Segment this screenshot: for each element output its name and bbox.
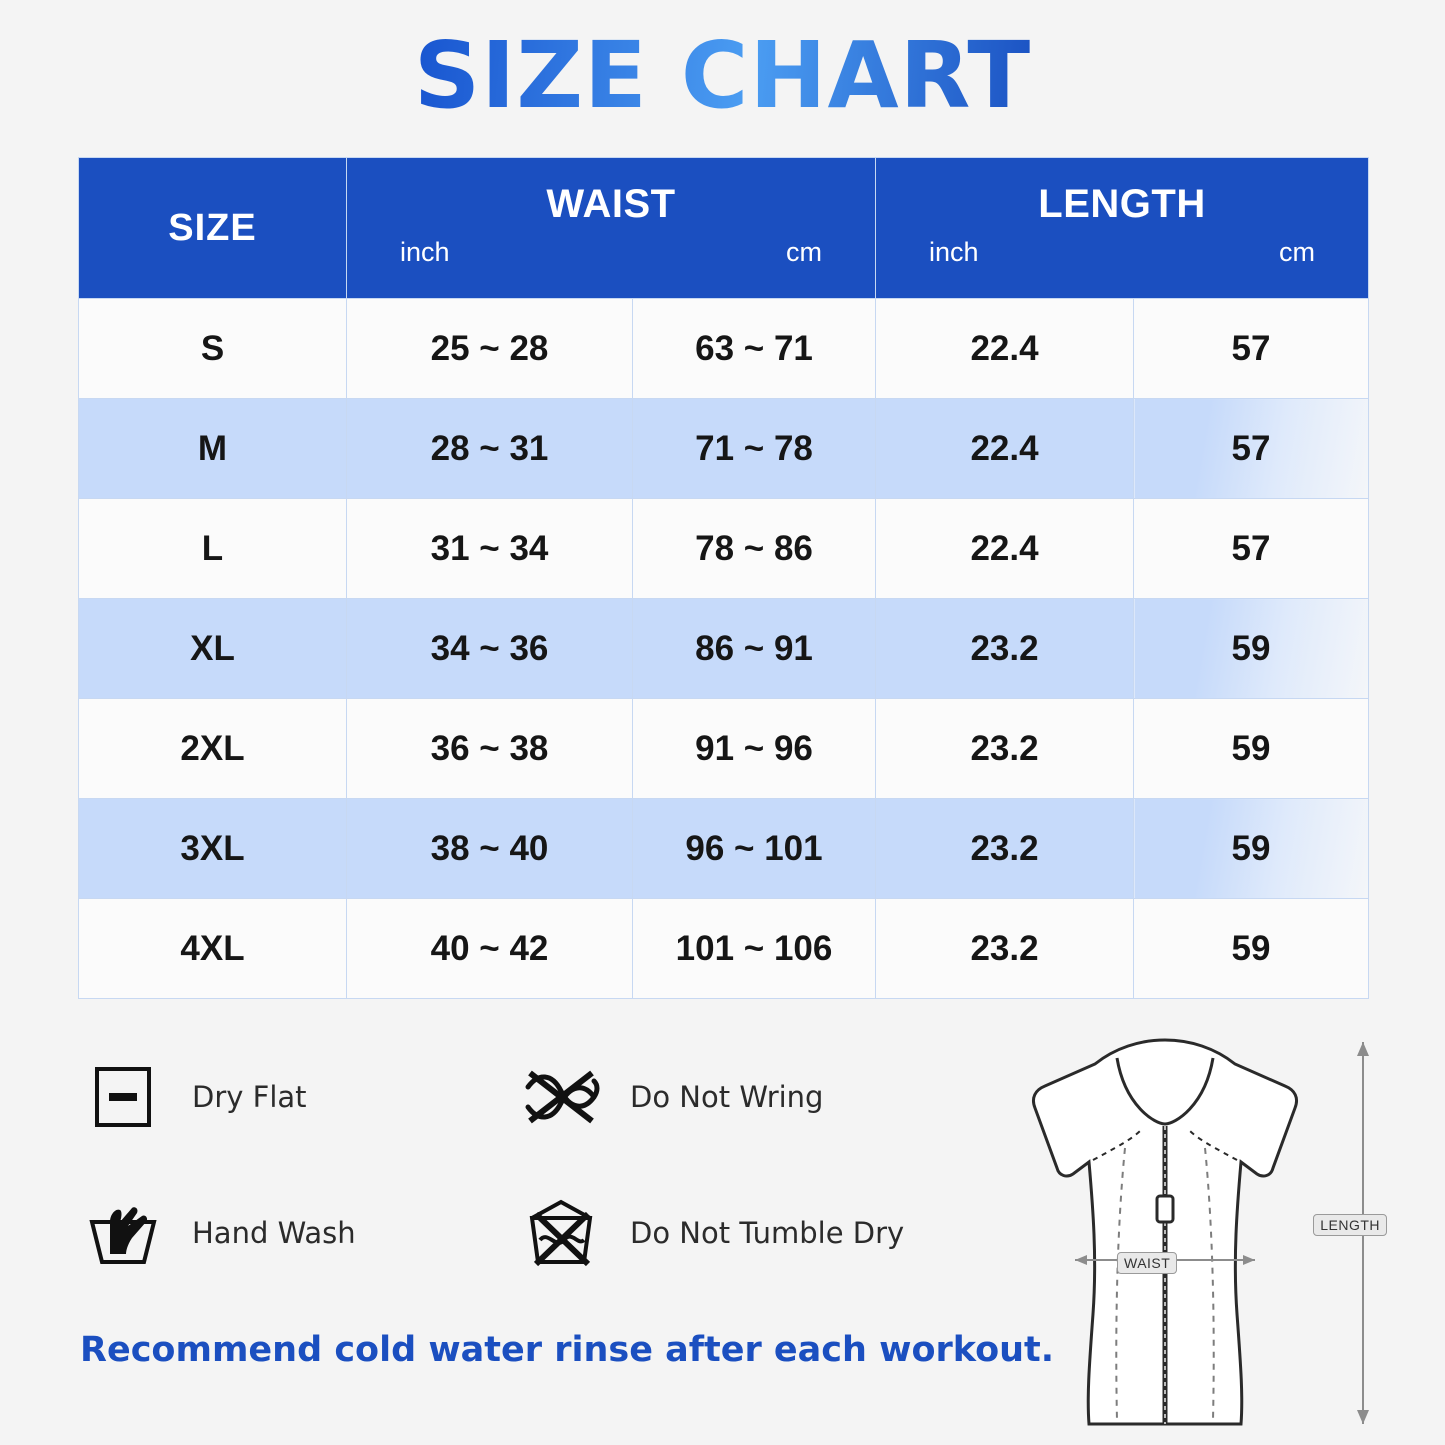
care-label-do-not-tumble-dry: Do Not Tumble Dry (630, 1216, 905, 1250)
cell-waist-cm: 78 ~ 86 (633, 499, 876, 599)
table-row (79, 799, 1369, 899)
length-measure-tag: LENGTH (1313, 1214, 1387, 1236)
page-title: SIZE CHART (0, 0, 1445, 129)
care-item-hand-wash (80, 1194, 518, 1272)
size-table (78, 157, 1369, 999)
care-label-do-not-wring: Do Not Wring (630, 1080, 824, 1114)
header-length-unit-cm: cm (1279, 237, 1315, 267)
cell-length-cm: 57 (1134, 299, 1369, 399)
cell-size: S (79, 299, 347, 399)
care-item-do-not-tumble-dry (518, 1194, 956, 1272)
cell-waist-inch: 40 ~ 42 (347, 899, 633, 999)
table-row (79, 699, 1369, 799)
cell-size: 3XL (79, 799, 347, 899)
cell-size: XL (79, 599, 347, 699)
header-waist-label: WAIST (546, 182, 676, 226)
cell-waist-inch: 34 ~ 36 (347, 599, 633, 699)
cell-length-cm: 57 (1134, 399, 1369, 499)
cell-waist-inch: 31 ~ 34 (347, 499, 633, 599)
waist-measure-tag: WAIST (1117, 1252, 1177, 1274)
header-length-unit-inch: inch (929, 237, 979, 267)
cell-length-inch: 22.4 (876, 499, 1134, 599)
header-length-label: LENGTH (1038, 182, 1206, 226)
cell-length-inch: 23.2 (876, 899, 1134, 999)
cell-length-inch: 23.2 (876, 799, 1134, 899)
care-instructions (80, 1058, 960, 1330)
cell-length-inch: 23.2 (876, 699, 1134, 799)
care-label-dry-flat: Dry Flat (192, 1080, 307, 1114)
table-row (79, 899, 1369, 999)
cell-length-cm: 59 (1134, 899, 1369, 999)
garment-diagram (965, 1028, 1395, 1438)
header-size (79, 158, 347, 299)
cell-waist-cm: 91 ~ 96 (633, 699, 876, 799)
table-body (79, 299, 1369, 999)
care-row-1 (80, 1058, 960, 1136)
care-row-2 (80, 1194, 960, 1272)
care-label-hand-wash: Hand Wash (192, 1216, 356, 1250)
cell-size: L (79, 499, 347, 599)
header-length (876, 158, 1369, 299)
cell-size: 4XL (79, 899, 347, 999)
do-not-tumble-dry-icon (518, 1194, 604, 1272)
cell-waist-cm: 63 ~ 71 (633, 299, 876, 399)
header-waist-unit-inch: inch (400, 237, 450, 267)
cell-waist-cm: 101 ~ 106 (633, 899, 876, 999)
cell-waist-cm: 71 ~ 78 (633, 399, 876, 499)
cell-waist-inch: 28 ~ 31 (347, 399, 633, 499)
dry-flat-icon (80, 1058, 166, 1136)
cell-length-inch: 22.4 (876, 399, 1134, 499)
do-not-wring-icon (518, 1058, 604, 1136)
header-waist (347, 158, 876, 299)
care-item-do-not-wring (518, 1058, 956, 1136)
cell-size: 2XL (79, 699, 347, 799)
size-table-container (78, 157, 1367, 999)
care-item-dry-flat (80, 1058, 518, 1136)
cell-size: M (79, 399, 347, 499)
header-size-label: SIZE (168, 206, 257, 249)
table-row (79, 299, 1369, 399)
table-row (79, 399, 1369, 499)
table-row (79, 599, 1369, 699)
cell-waist-inch: 36 ~ 38 (347, 699, 633, 799)
recommendation-text: Recommend cold water rinse after each workout. (80, 1330, 1055, 1370)
cell-length-cm: 59 (1134, 599, 1369, 699)
cell-length-inch: 22.4 (876, 299, 1134, 399)
cell-length-cm: 57 (1134, 499, 1369, 599)
cell-length-cm: 59 (1134, 699, 1369, 799)
cell-length-inch: 23.2 (876, 599, 1134, 699)
cell-waist-inch: 25 ~ 28 (347, 299, 633, 399)
table-head (79, 158, 1369, 299)
hand-wash-icon (80, 1194, 166, 1272)
cell-waist-cm: 96 ~ 101 (633, 799, 876, 899)
cell-waist-cm: 86 ~ 91 (633, 599, 876, 699)
table-row (79, 499, 1369, 599)
cell-length-cm: 59 (1134, 799, 1369, 899)
header-waist-unit-cm: cm (786, 237, 822, 267)
cell-waist-inch: 38 ~ 40 (347, 799, 633, 899)
